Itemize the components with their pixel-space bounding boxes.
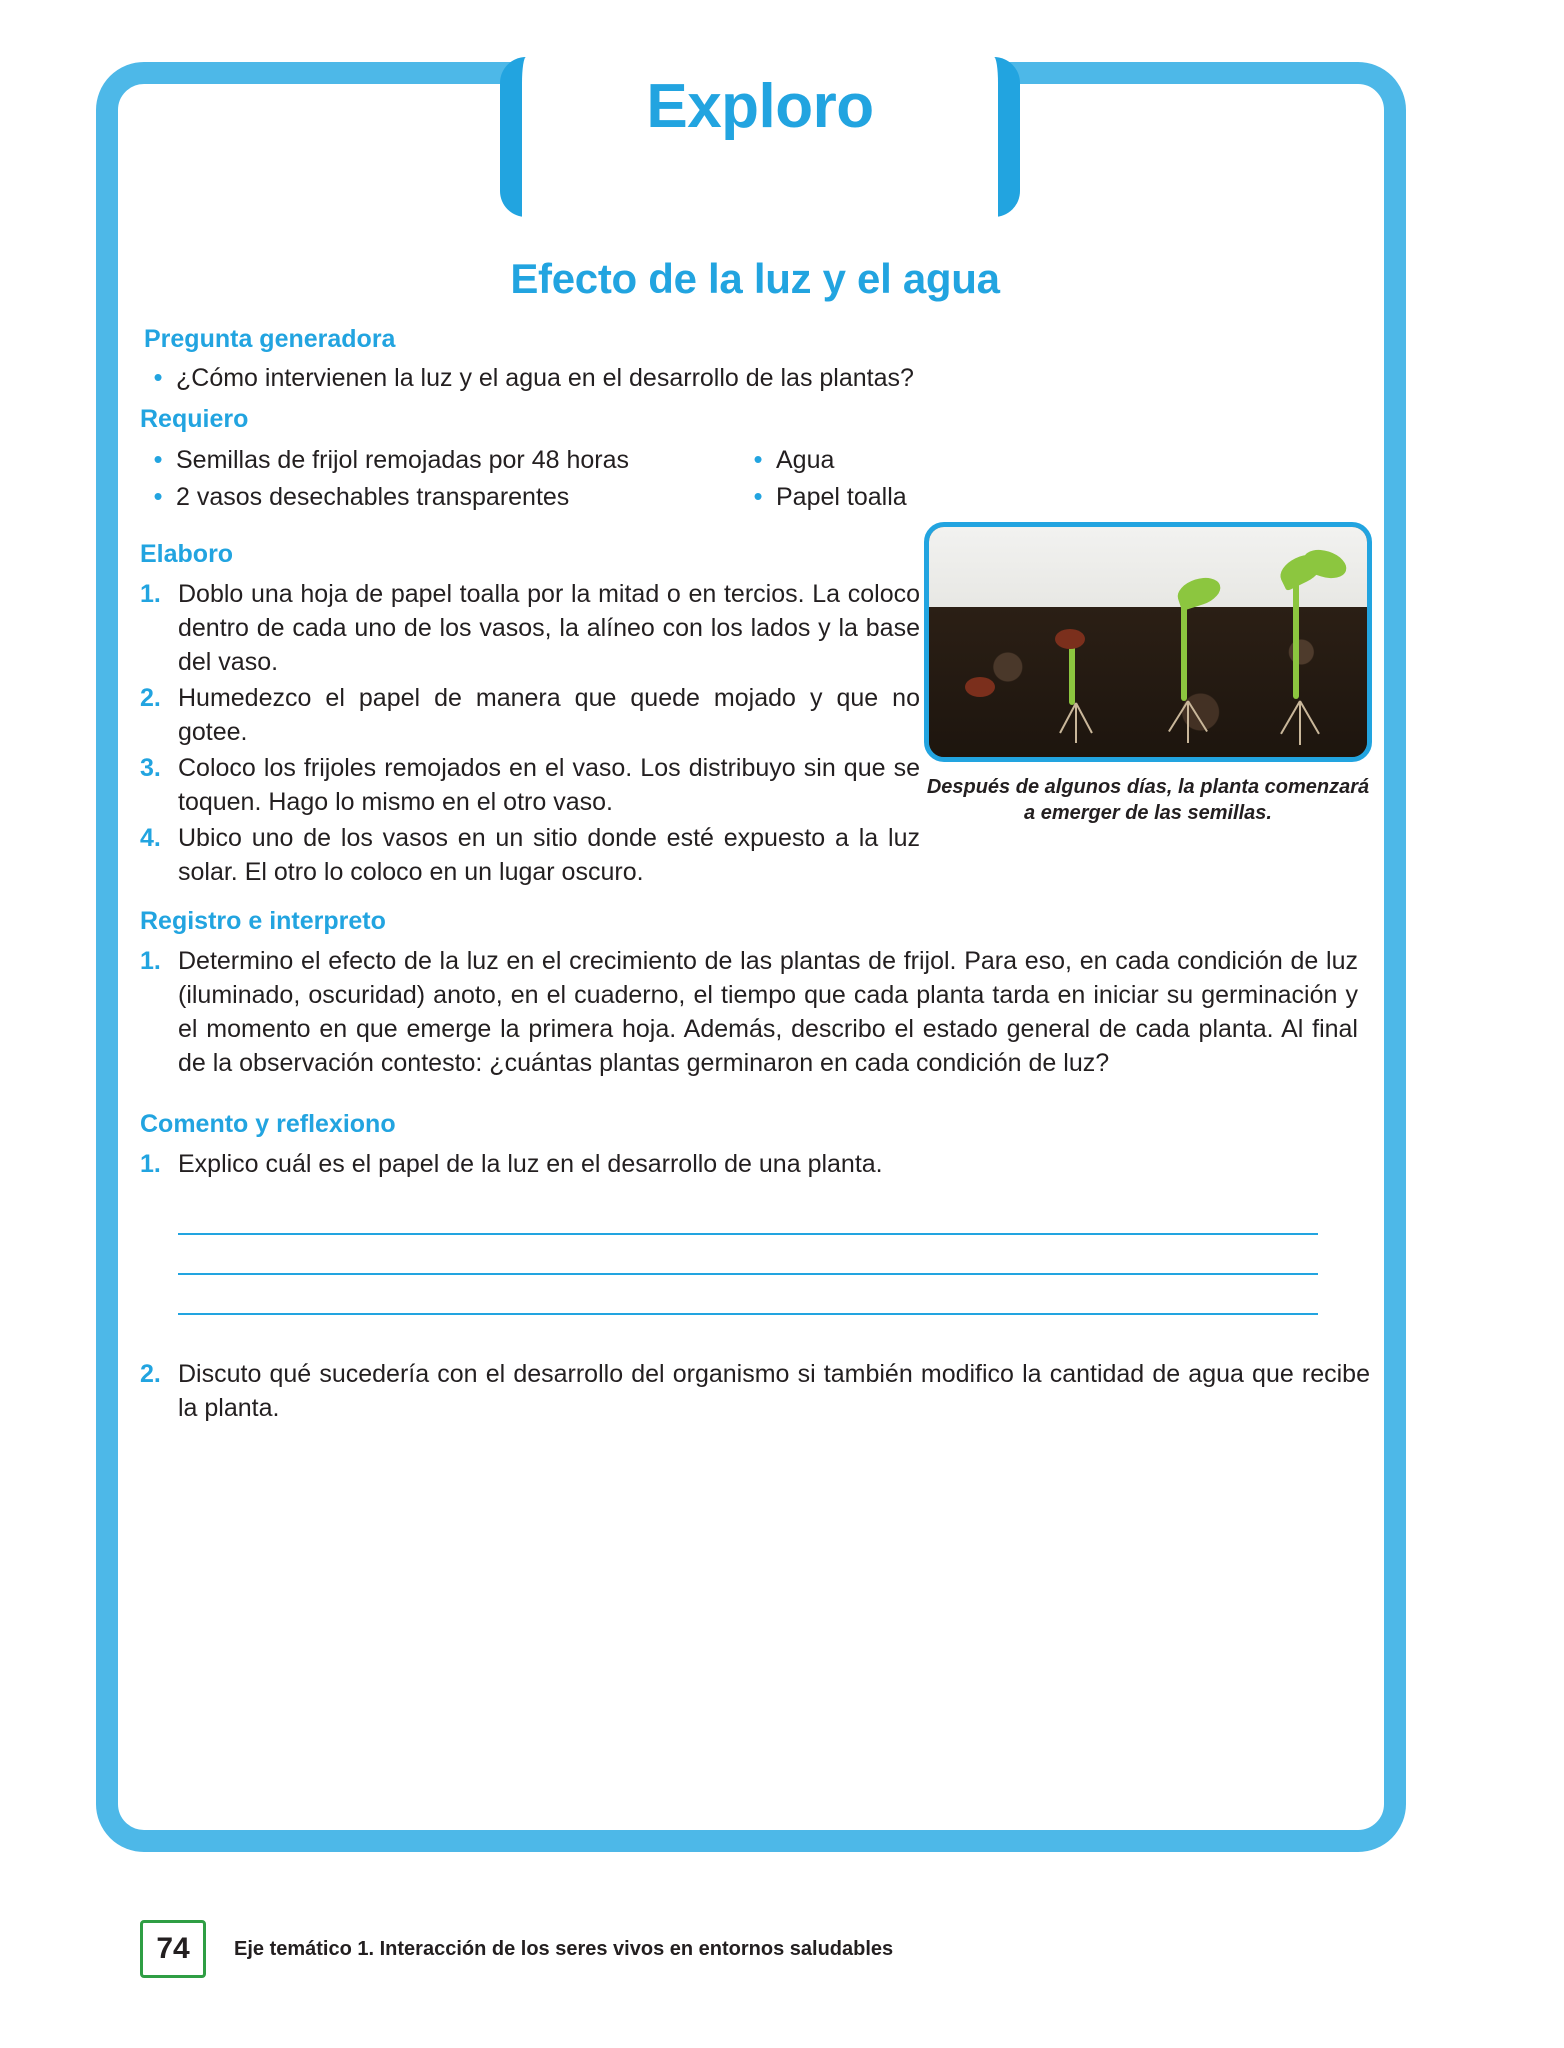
- root: [1187, 701, 1189, 743]
- elaboro-steps: [140, 577, 920, 889]
- comento-item-text: Explico cuál es el papel de la luz en el desarrollo de una planta.: [178, 1150, 883, 1178]
- step-marker: 2.: [140, 684, 161, 712]
- section-comento: [140, 1110, 1370, 1425]
- section-heading-registro: Registro e interpreto: [140, 907, 386, 935]
- list-item: [740, 481, 1200, 514]
- list-item: [740, 444, 1200, 477]
- root: [1280, 701, 1301, 735]
- list-item: [140, 362, 1370, 395]
- list-item: [140, 577, 920, 679]
- registro-item-text: Determino el efecto de la luz en el crecimiento de las plantas de frijol. Para eso, en cada condición de luz (iluminado, oscuridad) anoto, en el cuaderno, el tiempo que cada planta tarda en iniciar su germinación y el momento en que emerge la primera hoja. Además, describo el estado general de cada planta. Al final de la observación contesto: ¿cuántas plantas germinaron en cada condición de luz?: [178, 947, 1358, 1077]
- section-requiero: [140, 405, 1370, 518]
- list-item: [140, 944, 1370, 1080]
- banner-title: Exploro: [646, 72, 874, 141]
- section-registro: [140, 907, 1370, 1080]
- stem: [1069, 645, 1075, 705]
- answer-line[interactable]: [178, 1195, 1318, 1235]
- section-heading-comento: Comento y reflexiono: [140, 1110, 396, 1138]
- list-item: [140, 681, 920, 749]
- requiero-column-left: [140, 444, 740, 518]
- germination-photo: [924, 522, 1372, 762]
- step-marker: 4.: [140, 824, 161, 852]
- requiero-item-text: 2 vasos desechables transparentes: [176, 483, 570, 511]
- page-number: 74: [140, 1920, 206, 1978]
- exploro-banner: [500, 57, 1020, 217]
- item-marker: 1.: [140, 1150, 161, 1178]
- list-item: [140, 1357, 1370, 1425]
- comento-item-text: Discuto qué sucedería con el desarrollo del organismo si también modifico la cantidad de agua que recibe la planta.: [178, 1360, 1370, 1422]
- step-text: Humedezco el papel de manera que quede mojado y que no gotee.: [178, 684, 920, 746]
- list-item: [140, 751, 920, 819]
- bullet-icon: •: [753, 444, 763, 474]
- answer-line[interactable]: [178, 1275, 1318, 1315]
- bullet-icon: •: [153, 444, 163, 474]
- root: [1075, 703, 1077, 743]
- root: [1299, 701, 1301, 745]
- banner-bottom-mask: [522, 165, 998, 221]
- answer-line[interactable]: [178, 1235, 1318, 1275]
- requiero-item-text: Agua: [776, 446, 835, 474]
- step-text: Coloco los frijoles remojados en el vaso. Los distribuyo sin que se toquen. Hago lo mismo en el otro vaso.: [178, 754, 920, 816]
- list-item: [140, 1147, 1370, 1181]
- pregunta-item-text: ¿Cómo intervienen la luz y el agua en el desarrollo de las plantas?: [176, 364, 914, 392]
- seed-icon: [1055, 629, 1085, 649]
- bullet-icon: •: [153, 481, 163, 511]
- section-heading-elaboro: Elaboro: [140, 540, 234, 568]
- section-heading-pregunta: Pregunta generadora: [144, 325, 396, 353]
- item-marker: 1.: [140, 947, 161, 975]
- section-heading-requiero: Requiero: [140, 405, 249, 433]
- root: [1168, 700, 1189, 732]
- root: [1299, 701, 1320, 735]
- step-marker: 1.: [140, 580, 161, 608]
- page-content: [140, 255, 1370, 1427]
- bullet-icon: •: [753, 481, 763, 511]
- answer-write-area[interactable]: [178, 1195, 1318, 1315]
- figure-germination: [924, 522, 1372, 826]
- bullet-icon: •: [153, 362, 163, 392]
- root: [1075, 703, 1093, 734]
- list-item: [140, 444, 740, 477]
- requiero-item-text: Papel toalla: [776, 483, 907, 511]
- list-item: [140, 821, 920, 889]
- requiero-item-text: Semillas de frijol remojadas por 48 horas: [176, 446, 629, 474]
- stem: [1293, 571, 1299, 699]
- root: [1187, 700, 1208, 732]
- step-text: Ubico uno de los vasos en un sitio donde esté expuesto a la luz solar. El otro lo coloco en un lugar oscuro.: [178, 824, 920, 886]
- list-item: [140, 481, 740, 514]
- step-text: Doblo una hoja de papel toalla por la mitad o en tercios. La coloco dentro de cada uno de los vasos, la alíneo con los lados y la base del vaso.: [178, 580, 920, 676]
- requiero-column-right: [740, 444, 1200, 518]
- roots: [1161, 701, 1213, 747]
- page-title: Efecto de la luz y el agua: [510, 255, 1000, 302]
- seed-icon: [965, 677, 995, 697]
- figure-caption: Después de algunos días, la planta comenzará a emerger de las semillas.: [926, 776, 1370, 824]
- roots: [1051, 703, 1103, 749]
- step-marker: 3.: [140, 754, 161, 782]
- section-pregunta-generadora: [140, 325, 1370, 395]
- roots: [1273, 701, 1325, 747]
- item-marker: 2.: [140, 1360, 161, 1388]
- requiero-columns: [140, 444, 1370, 518]
- page-footer: [140, 1920, 893, 1978]
- footer-label: Eje temático 1. Interacción de los seres vivos en entornos saludables: [234, 1937, 894, 1960]
- section-elaboro: [140, 540, 1370, 889]
